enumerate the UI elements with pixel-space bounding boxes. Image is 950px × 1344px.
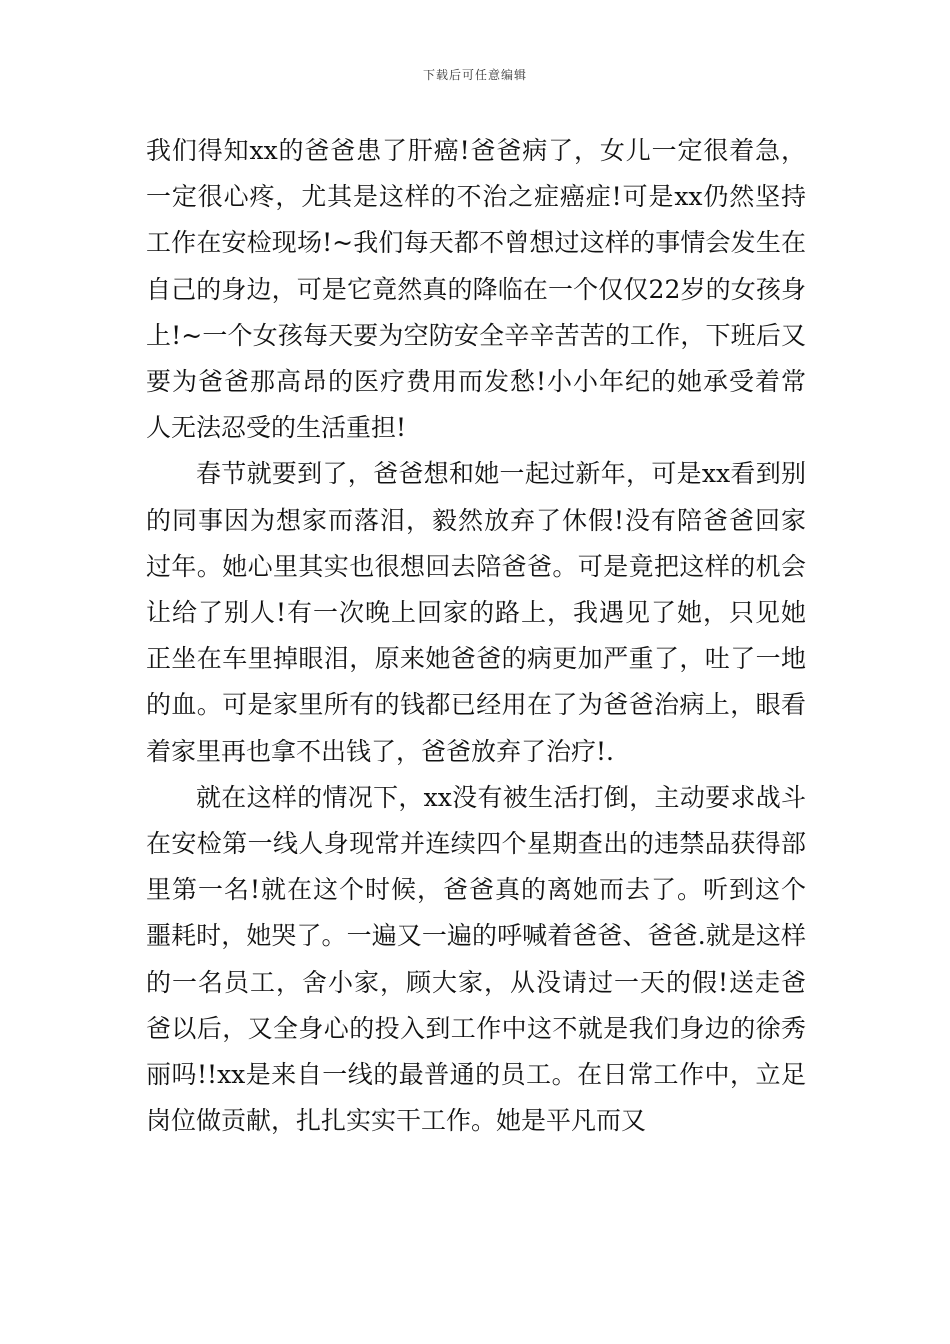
paragraph-2: 春节就要到了，爸爸想和她一起过新年，可是xx看到别的同事因为想家而落泪，毅然放弃了休假!没有陪爸爸回家过年。她心里其实也很想回去陪爸爸。可是竟把这样的机会让给了别人!有一次晚上回家的路上，我遇见了她，只见她正坐在车里掉眼泪，原来她爸爸的病更加严重了，吐了一地的血。可是家里所有的钱都已经用在了为爸爸治病上，眼看着家里再也拿不出钱了，爸爸放弃了治疗!.	[146, 459, 806, 766]
paragraph-1: 我们得知xx的爸爸患了肝癌!爸爸病了，女儿一定很着急，一定很心疼，尤其是这样的不治之症癌症!可是xx仍然坚持工作在安检现场!~我们每天都不曾想过这样的事情会发生在自己的身边，可是它竟然真的降临在一个仅仅22岁的女孩身上!~一个女孩每天要为空防安全辛辛苦苦的工作，下班后又要为爸爸那高昂的医疗费用而发愁!小小年纪的她承受着常人无法忍受的生活重担!	[146, 136, 806, 443]
page-header: 下载后可任意编辑	[422, 68, 527, 82]
document-body	[146, 128, 806, 1144]
paragraph-3: 就在这样的情况下，xx没有被生活打倒，主动要求战斗在安检第一线人身现常并连续四个星期查出的违禁品获得部里第一名!就在这个时候，爸爸真的离她而去了。听到这个噩耗时，她哭了。一遍又一遍的呼喊着爸爸、爸爸.就是这样的一名员工，舍小家，顾大家，从没请过一天的假!送走爸爸以后，又全身心的投入到工作中这不就是我们身边的徐秀丽吗!!xx是来自一线的最普通的员工。在日常工作中，立足岗位做贡献，扎扎实实干工作。她是平凡而又	[146, 782, 806, 1136]
